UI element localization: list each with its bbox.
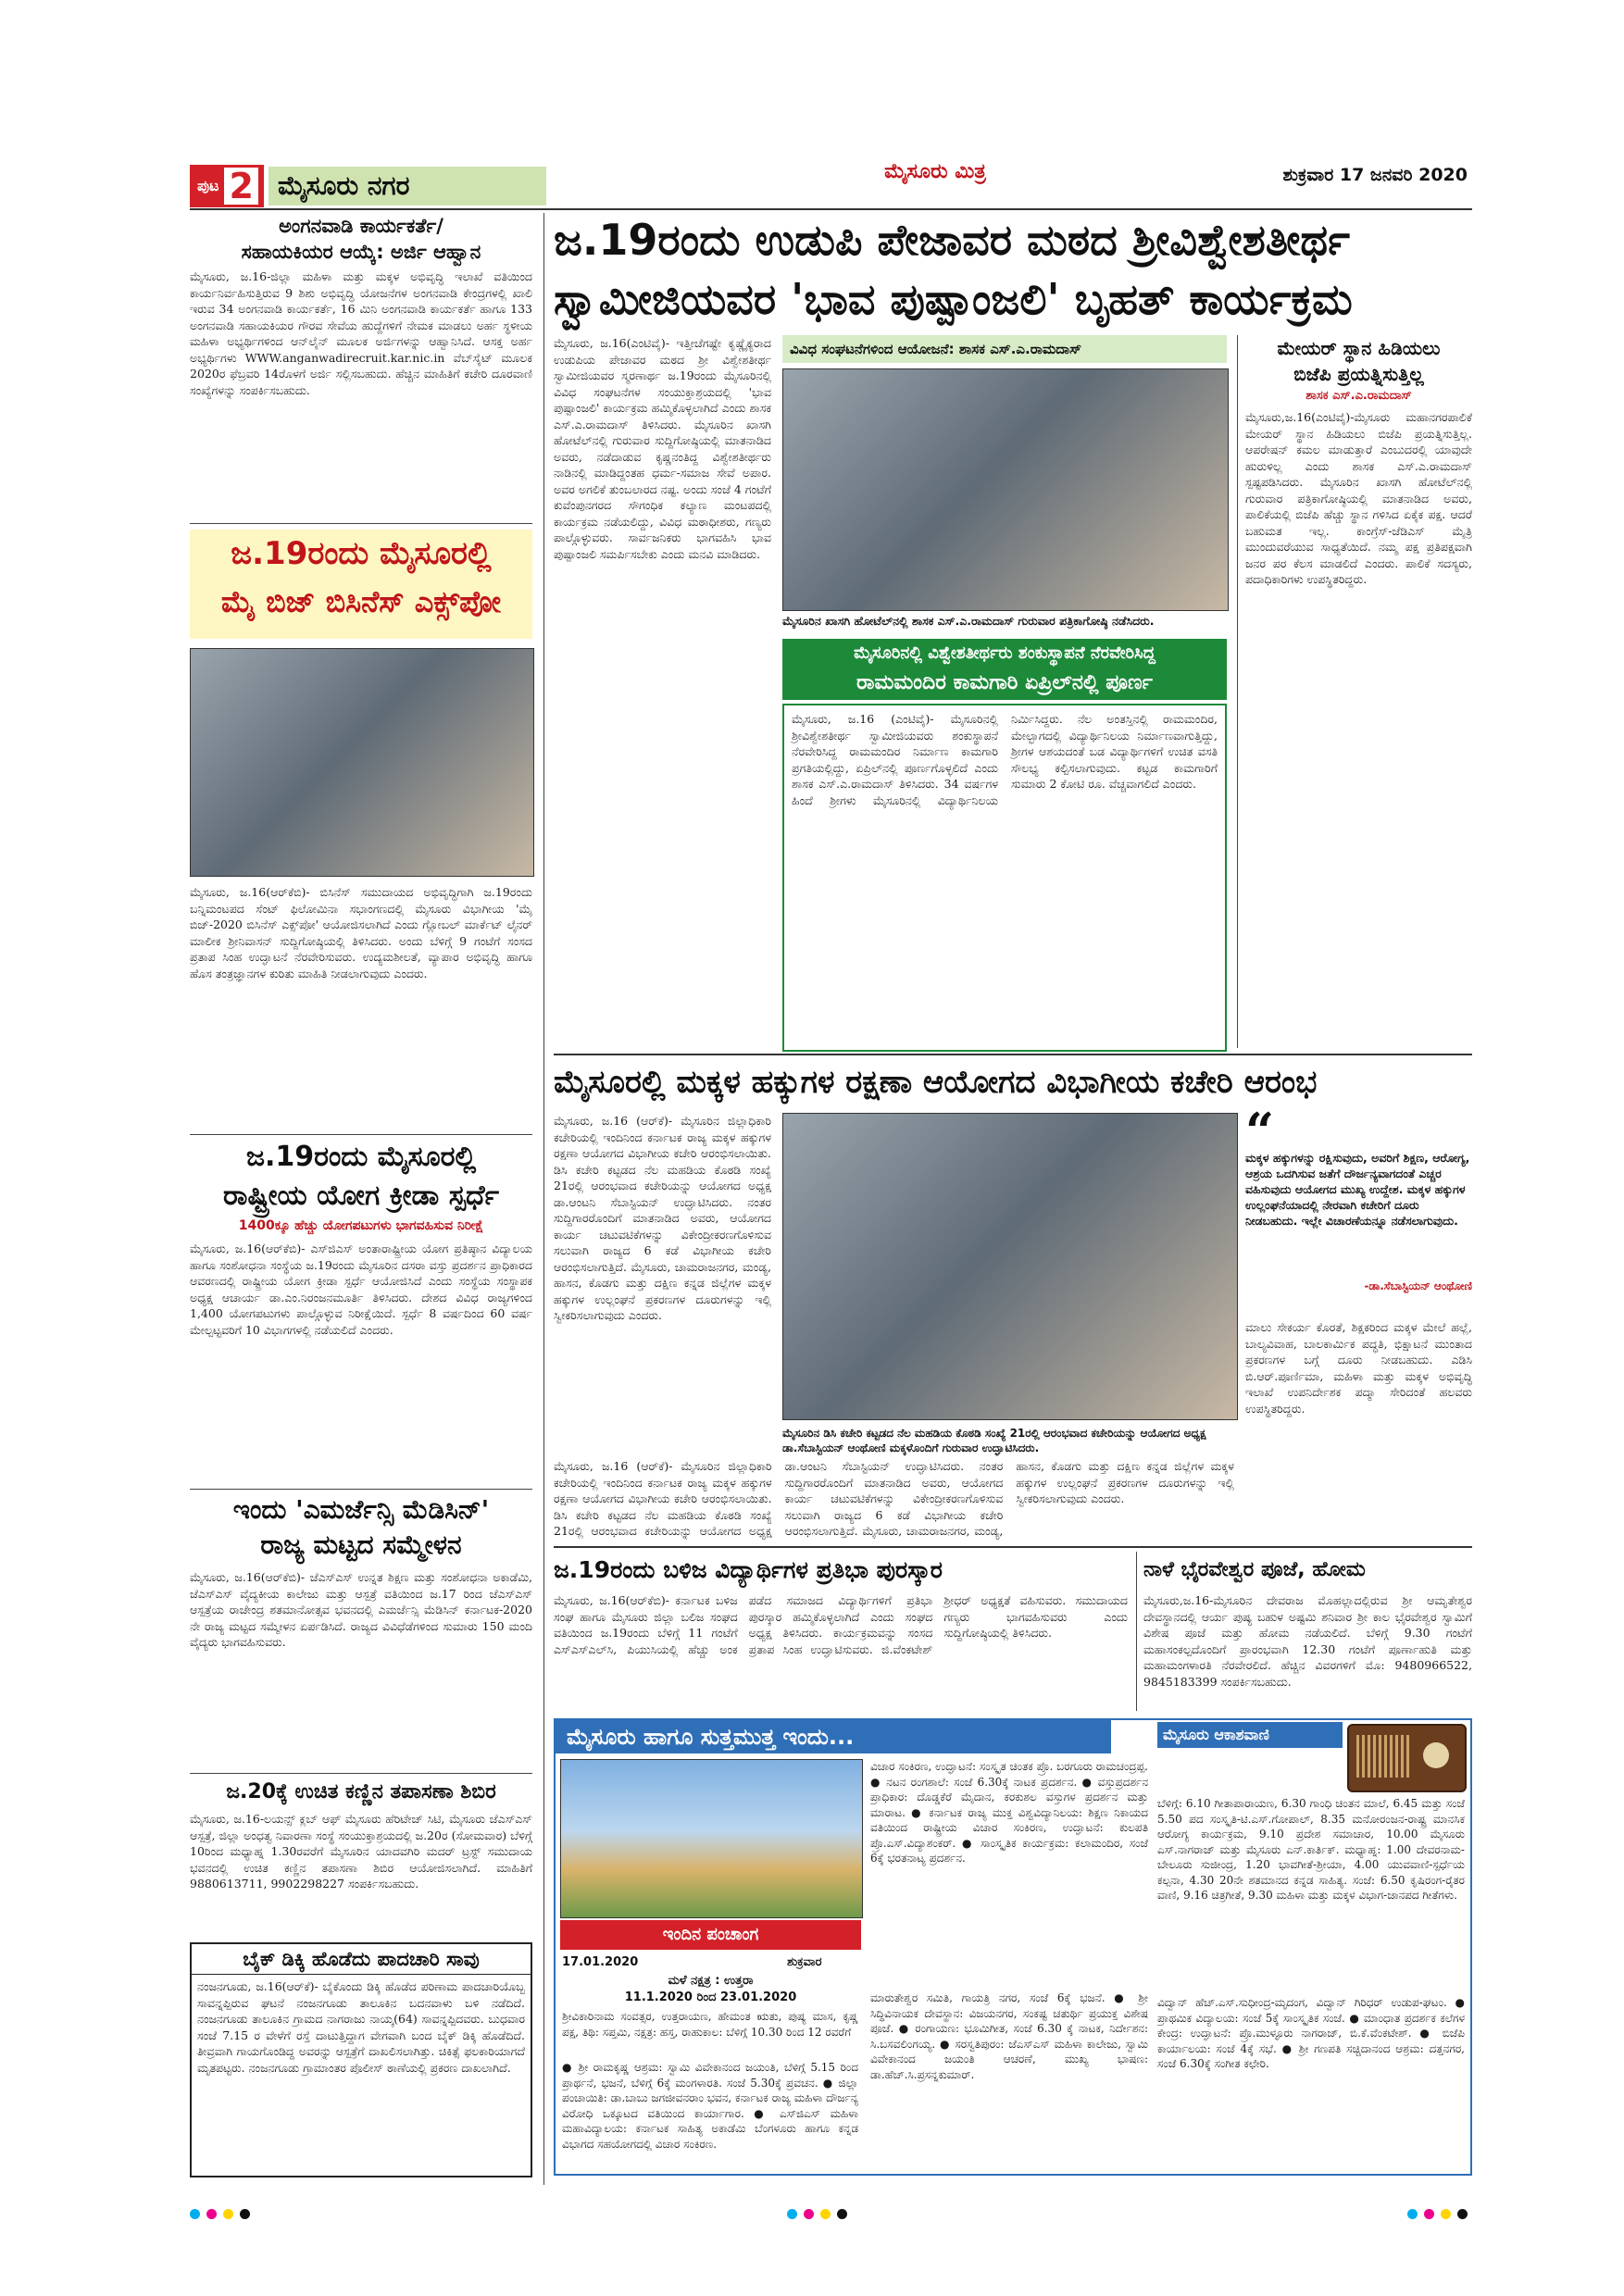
panchanga-body: ಶ್ರೀವಿಕಾರಿನಾಮ ಸಂವತ್ಸರ, ಉತ್ತರಾಯಣ, ಹೇಮಂತ ಋತು, ಪುಷ್ಯ ಮಾಸ, ಕೃಷ್ಣ ಪಕ್ಷ, ತಿಥಿ: ಸಪ್ತಮಿ, ನಕ್ಷತ್ರ: ಹಸ್ತ, ರಾಹುಕಾಲ: ಬೆಳಿಗ್ಗೆ 10.30 ರಿಂದ 12 ರವರೆಗೆ <box>562 2010 858 2039</box>
palace-photo <box>560 1759 863 1918</box>
panchanga-day: ಶುಕ್ರವಾರ <box>787 1955 822 1969</box>
expo-headline-2: ಮೈ ಬಿಜ್ ಬಿಸಿನೆಸ್ ಎಕ್ಸ್‌ಪೋ <box>220 584 502 619</box>
award-headline: ಜ.19ರಂದು ಬಳಿಜ ವಿದ್ಯಾರ್ಥಿಗಳ ಪ್ರತಿಭಾ ಪುರಸ್ಕಾರ <box>554 1556 943 1583</box>
section-title: ಮೈಸೂರು ನಗರ <box>269 167 546 206</box>
panchanga-title-bar <box>560 1920 861 1950</box>
issue-date: ಶುಕ್ರವಾರ 17 ಜನವರಿ 2020 <box>1282 165 1468 185</box>
page-badge <box>190 165 264 207</box>
ram-headline-1: ಮೈಸೂರಿನಲ್ಲಿ ವಿಶ್ವೇಶತೀರ್ಥರು ಶಂಕುಸ್ಥಾಪನೆ ನೆರವೇರಿಸಿದ್ದ <box>854 643 1156 663</box>
award-body: ಮೈಸೂರು, ಜ.16(ಆರ್‌ಕೆಬಿ)- ಕರ್ನಾಟಕ ಬಳಿಜ ಸಂಘ ಹಾಗೂ ಮೈಸೂರು ಜಿಲ್ಲಾ ಬಲಿಜ ಸಂಘದ ವತಿಯಿಂದ ಜ.19ರಂದು ಬೆಳಿಗ್ಗೆ 11 ಗಂಟೆಗೆ ಎಸ್‌ಎಸ್‌ಎಲ್‌ಸಿ, ಪಿಯುಸಿಯಲ್ಲಿ ಹೆಚ್ಚು ಅಂಕ ಪಡೆದ ಸಮಾಜದ ವಿದ್ಯಾರ್ಥಿಗಳಿಗೆ ಪ್ರತಿಭಾ ಪುರಸ್ಕಾರ ಹಮ್ಮಿಕೊಳ್ಳಲಾಗಿದೆ ಎಂದು ಸಂಘದ ಅಧ್ಯಕ್ಷ ತಿಳಿಸಿದರು. ಕಾರ್ಯಕ್ರಮವನ್ನು ಸಂಸದ ಪ್ರತಾಪ ಸಿಂಹ ಉದ್ಘಾಟಿಸುವರು. ಜಿ.ವೆಂಕಟೇಶ್ ಶ್ರೀಧರ್ ಅಧ್ಯಕ್ಷತೆ ವಹಿಸುವರು. ಸಮುದಾಯದ ಗಣ್ಯರು ಭಾಗವಹಿಸುವರು ಎಂದು ಸುದ್ದಿಗೋಷ್ಠಿಯಲ್ಲಿ ತಿಳಿಸಿದರು. <box>554 1593 1128 1656</box>
mayor-byline: ಶಾಸಕ ಎಸ್.ಎ.ರಾಮದಾಸ್ <box>1305 389 1412 403</box>
quote-mark-icon: “ <box>1245 1102 1275 1161</box>
masthead-rule <box>190 208 1472 210</box>
rights-body-right: ಮಾಲು ಸೇಕರ್ಯ ಕೊರತೆ, ಶಿಕ್ಷಕರಿಂದ ಮಕ್ಕಳ ಮೇಲೆ ಹಲ್ಲೆ, ಬಾಲ್ಯವಿವಾಹ, ಬಾಲಕಾರ್ಮಿಕ ಪದ್ಧತಿ, ಭಿಕ್ಷಾಟನೆ ಮುಂತಾದ ಪ್ರಕರಣಗಳ ಬಗ್ಗೆ ದೂರು ನೀಡಬಹುದು. ಎಡಿಸಿ ಬಿ.ಆರ್.ಪೂರ್ಣಿಮಾ, ಮಹಿಳಾ ಮತ್ತು ಮಕ್ಕಳ ಅಭಿವೃದ್ಧಿ ಇಲಾಖೆ ಉಪನಿರ್ದೇಶಕ ಪದ್ಮಾ ಸೇರಿದಂತೆ ಹಲವರು ಉಪಸ್ಥಿತರಿದ್ದರು. <box>1245 1320 1472 1416</box>
accident-headline: ಬೈಕ್ ಡಿಕ್ಕಿ ಹೊಡೆದು ಪಾದಚಾರಿ ಸಾವು <box>192 1944 531 1975</box>
panchanga-nakshatra: ಮಳೆ ನಕ್ಷತ್ರ : ಉತ್ತರಾ <box>668 1974 754 1988</box>
mayor-body: ಮೈಸೂರು,ಜ.16(ಎಂಟಿವೈ)-ಮೈಸೂರು ಮಹಾನಗರಪಾಲಿಕೆ ಮೇಯರ್ ಸ್ಥಾನ ಹಿಡಿಯಲು ಬಿಜೆಪಿ ಪ್ರಯತ್ನಿಸುತ್ತಿಲ್ಲ. ಆಪರೇಷನ್ ಕಮಲ ಮಾಡುತ್ತಾರೆ ಎಂಬುದರಲ್ಲಿ ಯಾವುದೇ ಹುರುಳಿಲ್ಲ ಎಂದು ಶಾಸಕ ಎಸ್.ಎ.ರಾಮದಾಸ್ ಸ್ಪಷ್ಟಪಡಿಸಿದರು. ಮೈಸೂರಿನ ಖಾಸಗಿ ಹೋಟೆಲ್‌ನಲ್ಲಿ ಗುರುವಾರ ಪತ್ರಿಕಾಗೋಷ್ಠಿಯಲ್ಲಿ ಮಾತನಾಡಿದ ಅವರು, ಪಾಲಿಕೆಯಲ್ಲಿ ಬಿಜೆಪಿ ಹೆಚ್ಚು ಸ್ಥಾನ ಗಳಿಸಿದ ಏಕೈಕ ಪಕ್ಷ. ಆದರೆ ಬಹುಮತ ಇಲ್ಲ. ಕಾಂಗ್ರೆಸ್-ಜೆಡಿಎಸ್ ಮೈತ್ರಿ ಮುಂದುವರೆಯುವ ಸಾಧ್ಯತೆಯಿದೆ. ನಮ್ಮ ಪಕ್ಷ ಪ್ರತಿಪಕ್ಷವಾಗಿ ಜನರ ಪರ ಕೆಲಸ ಮಾಡಲಿದೆ ಎಂದರು. ಪಾಲಿಕೆ ಸದಸ್ಯರು, ಪದಾಧಿಕಾರಿಗಳು ಉಪಸ್ಥಿತರಿದ್ದರು. <box>1245 410 1472 586</box>
emergency-headline-2: ರಾಜ್ಯ ಮಟ್ಟದ ಸಮ್ಮೇಳನ <box>260 1529 462 1560</box>
emergency-body: ಮೈಸೂರು, ಜ.16(ಆರ್‌ಕೆಬಿ)- ಜೆಎಸ್‌ಎಸ್ ಉನ್ನತ ಶಿಕ್ಷಣ ಮತ್ತು ಸಂಶೋಧನಾ ಅಕಾಡೆಮಿ, ಜೆಎಸ್‌ಎಸ್ ವೈದ್ಯಕೀಯ ಕಾಲೇಜು ಮತ್ತು ಆಸ್ಪತ್ರೆ ವತಿಯಿಂದ ಜ.17 ರಿಂದ ಜೆಎಸ್‌ಎಸ್ ಆಸ್ಪತ್ರೆಯ ರಾಜೇಂದ್ರ ಶತಮಾನೋತ್ಸವ ಭವನದಲ್ಲಿ ಎಮರ್ಜೆನ್ಸಿ ಮೆಡಿಸಿನ್ ಕರ್ನಾಟಕ-2020 ನೇ ರಾಜ್ಯ ಮಟ್ಟದ ಸಮ್ಮೇಳನ ಏರ್ಪಡಿಸಿದೆ. ರಾಜ್ಯದ ವಿವಿಧೆಡೆಗಳಿಂದ ಸುಮಾರು 150 ಮಂದಿ ವೈದ್ಯರು ಭಾಗವಹಿಸುವರು. <box>190 1570 532 1649</box>
ram-headline-box <box>782 639 1227 700</box>
expo-body: ಮೈಸೂರು, ಜ.16(ಆರ್‌ಕೆಬಿ)- ಬಿಸಿನೆಸ್ ಸಮುದಾಯದ ಅಭಿವೃದ್ಧಿಗಾಗಿ ಜ.19ರಂದು ಬನ್ನಿಮಂಟಪದ ಸೆಂಟ್ ಫಿಲೋಮಿನಾ ಸಭಾಂಗಣದಲ್ಲಿ ಮೈಸೂರು ವಿಭಾಗೀಯ 'ಮೈ ಬಿಜ್-2020 ಬಿಸಿನೆಸ್ ಎಕ್ಸ್‌ಪೋ' ಆಯೋಜಿಸಲಾಗಿದೆ ಎಂದು ಗ್ಲೋಬಲ್ ಮಾರ್ಕೆಟ್ ಲೈನರ್ ಮಾಲೀಕ ಶ್ರೀನಿವಾಸನ್ ಸುದ್ದಿಗೋಷ್ಠಿಯಲ್ಲಿ ತಿಳಿಸಿದರು. ಅಂದು ಬೆಳಿಗ್ಗೆ 9 ಗಂಟೆಗೆ ಸಂಸದ ಪ್ರತಾಪ ಸಿಂಹ ಉದ್ಘಾಟನೆ ನೆರವೇರಿಸುವರು. ಉದ್ಯಮಶೀಲತೆ, ವ್ಯಾಪಾರ ಅಭಿವೃದ್ಧಿ ಹಾಗೂ ಹೊಸ ತಂತ್ರಜ್ಞಾನಗಳ ಕುರಿತು ಮಾಹಿತಿ ನೀಡಲಾಗುವುದು ಎಂದರು. <box>190 885 532 980</box>
radio-dial <box>1423 1742 1449 1768</box>
eye-camp-headline: ಜ.20ಕ್ಕೆ ಉಚಿತ ಕಣ್ಣಿನ ತಪಾಸಣಾ ಶಿಬಿರ <box>226 1780 496 1803</box>
radio-speaker-grille <box>1356 1735 1412 1778</box>
today-headline: ಮೈಸೂರು ಹಾಗೂ ಸುತ್ತಮುತ್ತ ಇಂದು... <box>556 1720 1111 1753</box>
radio-icon <box>1347 1724 1467 1792</box>
lead-photo <box>782 368 1229 611</box>
divider <box>190 1489 532 1490</box>
yoga-subhead: 1400ಕ್ಕೂ ಹೆಚ್ಚು ಯೋಗಪಟುಗಳು ಭಾಗವಹಿಸುವ ನಿರೀಕ್ಷೆ <box>238 1218 484 1233</box>
expo-photo <box>190 648 534 877</box>
quote-text: ಮಕ್ಕಳ ಹಕ್ಕುಗಳನ್ನು ರಕ್ಷಿಸುವುದು, ಅವರಿಗೆ ಶಿಕ್ಷಣ, ಆರೋಗ್ಯ, ಆಶ್ರಯ ಒದಗಿಸುವ ಜತೆಗೆ ದೌರ್ಜನ್ಯವಾಗದಂತೆ ಎಚ್ಚರ ವಹಿಸುವುದು ಆಯೋಗದ ಮುಖ್ಯ ಉದ್ದೇಶ. ಮಕ್ಕಳ ಹಕ್ಕುಗಳ ಉಲ್ಲಂಘನೆಯಾದಲ್ಲಿ ನೇರವಾಗಿ ಕಚೇರಿಗೆ ದೂರು ನೀಡಬಹುದು. ಇಲ್ಲೇ ವಿಚಾರಣೆಯನ್ನೂ ನಡೆಸಲಾಗುವುದು. <box>1245 1151 1470 1228</box>
paper-name: ಮೈಸೂರು ಮಿತ್ರ <box>884 159 986 183</box>
expo-headline-1: ಜ.19ರಂದು ಮೈಸೂರಲ್ಲಿ <box>231 535 492 572</box>
yoga-body: ಮೈಸೂರು, ಜ.16(ಆರ್‌ಕೆಬಿ)- ಎಸ್‌ಜಿಎಸ್ ಅಂತಾರಾಷ್ಟ್ರೀಯ ಯೋಗ ಪ್ರತಿಷ್ಠಾನ ವಿದ್ಯಾಲಯ ಹಾಗೂ ಸಂಶೋಧನಾ ಸಂಸ್ಥೆಯ ಜ.19ರಂದು ಮೈಸೂರಿನ ದಸರಾ ವಸ್ತು ಪ್ರದರ್ಶನ ಪ್ರಾಧಿಕಾರದ ಆವರಣದಲ್ಲಿ ರಾಷ್ಟ್ರೀಯ ಯೋಗ ಕ್ರೀಡಾ ಸ್ಪರ್ಧೆ ಆಯೋಜಿಸಿದೆ ಎಂದು ಸಂಸ್ಥೆಯ ಸಂಸ್ಥಾಪಕ ಅಧ್ಯಕ್ಷ ಆಚಾರ್ಯ ಡಾ.ಎಂ.ನಿರಂಜನಮೂರ್ತಿ ತಿಳಿಸಿದರು. ದೇಶದ ವಿವಿಧ ರಾಜ್ಯಗಳಿಂದ 1,400 ಯೋಗಪಟುಗಳು ಪಾಲ್ಗೊಳ್ಳುವ ನಿರೀಕ್ಷೆಯಿದೆ. ಸ್ಪರ್ಧೆ 8 ವರ್ಷದಿಂದ 60 ವರ್ಷ ಮೇಲ್ಪಟ್ಟವರಿಗೆ 10 ವಿಭಾಗಗಳಲ್ಲಿ ನಡೆಯಲಿದೆ ಎಂದರು. <box>190 1242 532 1337</box>
panchanga-date: 17.01.2020 <box>562 1955 639 1969</box>
registration-marks-center <box>787 2205 854 2223</box>
divider <box>190 1134 532 1135</box>
anganwadi-headline: ಅಂಗನವಾಡಿ ಕಾರ್ಯಕರ್ತೆ/ ಸಹಾಯಕಿಯರ ಆಯ್ಕೆ: ಅರ್ಜಿ ಆಹ್ವಾನ <box>241 215 481 263</box>
pooja-headline: ನಾಳೆ ಭೈರವೇಶ್ವರ ಪೂಜೆ, ಹೋಮ <box>1143 1558 1366 1581</box>
accident-body: ನಂಜನಗೂಡು, ಜ.16(ಆರ್‌ಕೆ)- ಬೈಕೊಂದು ಡಿಕ್ಕಿ ಹೊಡೆದ ಪರಿಣಾಮ ಪಾದಚಾರಿಯೊಬ್ಬ ಸಾವನ್ನಪ್ಪಿರುವ ಘಟನೆ ನಂಜನಗೂಡು ತಾಲೂಕಿನ ಬದನವಾಳು ಬಳಿ ನಡೆದಿದೆ. ನಂಜನಗೂಡು ತಾಲೂಕಿನ ಗ್ರಾಮದ ನಾಗರಾಜು ನಾಯ್ಕ(64) ಸಾವನ್ನಪ್ಪಿದವರು. ಬುಧವಾರ ಸಂಜೆ 7.15 ರ ವೇಳೆಗೆ ರಸ್ತೆ ದಾಟುತ್ತಿದ್ದಾಗ ವೇಗವಾಗಿ ಬಂದ ಬೈಕ್ ಡಿಕ್ಕಿ ಹೊಡೆದಿದೆ. ತೀವ್ರವಾಗಿ ಗಾಯಗೊಂಡಿದ್ದ ಅವರನ್ನು ಆಸ್ಪತ್ರೆಗೆ ದಾಖಲಿಸಲಾಗಿತ್ತು. ಚಿಕಿತ್ಸೆ ಫಲಕಾರಿಯಾಗದೆ ಮೃತಪಟ್ಟರು. ನಂಜನಗೂಡು ಗ್ರಾಮಾಂತರ ಪೊಲೀಸ್ ಠಾಣೆಯಲ್ಲಿ ಪ್ರಕರಣ ದಾಖಲಾಗಿದೆ. <box>197 1979 525 2075</box>
rights-quote <box>1245 1102 1472 1312</box>
mayor-headline-2: ಬಿಜೆಪಿ ಪ್ರಯತ್ನಿಸುತ್ತಿಲ್ಲ <box>1293 363 1424 385</box>
expo-headline-box <box>190 530 532 639</box>
column-rule <box>1136 1552 1137 1711</box>
page-number: 2 <box>224 168 257 205</box>
yoga-headline-2: ರಾಷ್ಟ್ರೀಯ ಯೋಗ ಕ್ರೀಡಾ ಸ್ಪರ್ಧೆ <box>222 1179 500 1212</box>
lead-photo-caption: ಮೈಸೂರಿನ ಖಾಸಗಿ ಹೋಟೆಲ್‌ನಲ್ಲಿ ಶಾಸಕ ಎಸ್.ಎ.ರಾಮದಾಸ್ ಗುರುವಾರ ಪತ್ರಿಕಾಗೋಷ್ಠಿ ನಡೆಸಿದರು. <box>782 614 1155 628</box>
radio-body: ಬೆಳಿಗ್ಗೆ: 6.10 ಗೀತಾಪಾರಾಯಣ, 6.30 ಗಾಂಧಿ ಚಿಂತನ ಮಾಲೆ, 6.45 ಮತ್ತು ಸಂಜೆ 5.50 ಪದ ಸಂಸ್ಕೃತಿ-ಟಿ.ಎಸ್.ಗೋಪಾಲ್, 8.35 ಮನೋರಂಜನ-ರಾಷ್ಟ್ರ ಮಾನಸಿಕ ಆರೋಗ್ಯ ಕಾರ್ಯಕ್ರಮ, 9.10 ಪ್ರದೇಶ ಸಮಾಚಾರ, 10.00 ಮೈಸೂರು ಎಸ್.ನಾಗರಾಜ್ ಮತ್ತು ಮೈಸೂರು ಎನ್.ಕಾರ್ತಿಕ್. ಮಧ್ಯಾಹ್ನ: 1.00 ದೇವರನಾಮ-ಬೇಲೂರು ಸುಜೀಂದ್ರ, 1.20 ಭಾವಗೀತೆ-ಶ್ರೀಯಾ, 4.00 ಯುವವಾಣಿ-ಸ್ಪರ್ಧೆಯ ಕಲ್ಪನಾ, 4.30 20ನೇ ಶತಮಾನದ ಕನ್ನಡ ಸಾಹಿತ್ಯ. ಸಂಜೆ: 6.50 ಕೃಷಿರಂಗ-ರೈತರ ವಾಣಿ, 9.16 ಚಿತ್ರಗೀತೆ, 9.30 ಮಹಿಳಾ ಮತ್ತು ಮಕ್ಕಳ ವಿಭಾಗ-ಜಾನಪದ ಗೀತೆಗಳು. <box>1157 1797 1465 1902</box>
column-rule <box>1237 335 1238 1048</box>
events-left: ● ಶ್ರೀ ರಾಮಕೃಷ್ಣ ಆಶ್ರಮ: ಸ್ವಾಮಿ ವಿವೇಕಾನಂದ ಜಯಂತಿ, ಬೆಳಿಗ್ಗೆ 5.15 ರಿಂದ ಪ್ರಾರ್ಥನೆ, ಭಜನೆ, ಬೆಳಿಗ್ಗೆ 6ಕ್ಕೆ ಮಂಗಳಾರತಿ. ಸಂಜೆ 5.30ಕ್ಕೆ ಪ್ರವಚನ. ● ಜಿಲ್ಲಾ ಪಂಚಾಯಿತಿ: ಡಾ.ಬಾಬು ಜಗಜೀವನರಾಂ ಭವನ, ಕರ್ನಾಟಕ ರಾಜ್ಯ ಮಹಿಳಾ ದೌರ್ಜನ್ಯ ವಿರೋಧಿ ಒಕ್ಕೂಟದ ವತಿಯಿಂದ ಕಾರ್ಯಾಗಾರ. ● ಎಸ್‌ಜಿಎಸ್ ಮಹಿಳಾ ಮಹಾವಿದ್ಯಾಲಯ: ಕರ್ನಾಟಕ ಸಾಹಿತ್ಯ ಅಕಾಡೆಮಿ ಬೆಂಗಳೂರು ಹಾಗೂ ಕನ್ನಡ ವಿಭಾಗದ ಸಹಯೋಗದಲ್ಲಿ ವಿಚಾರ ಸಂಕಿರಣ. <box>562 2061 858 2151</box>
lead-body-col1: ಮೈಸೂರು, ಜ.16(ಎಂಟಿವೈ)- ಇತ್ತೀಚೆಗಷ್ಟೇ ಕೃಷ್ಣೈಕ್ಯರಾದ ಉಡುಪಿಯ ಪೇಜಾವರ ಮಠದ ಶ್ರೀ ವಿಶ್ವೇಶತೀರ್ಥ ಸ್ವಾಮೀಜಿಯವರ ಸ್ಮರಣಾರ್ಥ ಜ.19ರಂದು ಮೈಸೂರಿನಲ್ಲಿ ವಿವಿಧ ಸಂಘಟನೆಗಳ ಸಂಯುಕ್ತಾಶ್ರಯದಲ್ಲಿ 'ಭಾವ ಪುಷ್ಪಾಂಜಲಿ' ಕಾರ್ಯಕ್ರಮ ಹಮ್ಮಿಕೊಳ್ಳಲಾಗಿದೆ ಎಂದು ಶಾಸಕ ಎಸ್.ಎ.ರಾಮದಾಸ್ ತಿಳಿಸಿದರು. ಮೈಸೂರಿನ ಖಾಸಗಿ ಹೋಟೆಲ್‌ನಲ್ಲಿ ಗುರುವಾರ ಸುದ್ದಿಗೋಷ್ಠಿಯಲ್ಲಿ ಮಾತನಾಡಿದ ಅವರು, ನಡೆದಾಡುವ ಕೃಷ್ಣನಂತಿದ್ದ ವಿಶ್ವೇಶತೀರ್ಥರು ನಾಡಿನಲ್ಲಿ ಮಾಡಿದ್ದಂತಹ ಧರ್ಮ-ಸಮಾಜ ಸೇವೆ ಅಪಾರ. ಅವರ ಅಗಲಿಕೆ ತುಂಬಲಾರದ ನಷ್ಟ. ಅಂದು ಸಂಜೆ 4 ಗಂಟೆಗೆ ಕುವೆಂಪುನಗರದ ಸೌಗಂಧಿಕ ಕಲ್ಯಾಣ ಮಂಟಪದಲ್ಲಿ ಕಾರ್ಯಕ್ರಮ ನಡೆಯಲಿದ್ದು, ವಿವಿಧ ಮಠಾಧೀಶರು, ಗಣ್ಯರು ಪಾಲ್ಗೊಳ್ಳುವರು. ಸಾರ್ವಜನಿಕರು ಭಾಗವಹಿಸಿ ಭಾವ ಪುಷ್ಪಾಂಜಲಿ ಸಮರ್ಪಿಸಬೇಕು ಎಂದು ಮನವಿ ಮಾಡಿದರು. <box>554 336 771 561</box>
divider <box>554 1546 1472 1548</box>
yoga-headline-1: ಜ.19ರಂದು ಮೈಸೂರಲ್ಲಿ <box>245 1141 477 1173</box>
registration-marks-left <box>190 2205 256 2223</box>
events-mid-2: ಮಾರುತೇಶ್ವರ ಸಮಿತಿ, ಗಾಯತ್ರಿ ನಗರ, ಸಂಜೆ 6ಕ್ಕೆ ಭಜನೆ. ● ಶ್ರೀ ಸಿದ್ಧಿವಿನಾಯಕ ದೇವಸ್ಥಾನ: ವಿಜಯನಗರ, ಸಂಕಷ್ಟ ಚತುರ್ಥಿ ಪ್ರಯುಕ್ತ ವಿಶೇಷ ಪೂಜೆ. ● ರಂಗಾಯಣ: ಭೂಮಿಗೀತ, ಸಂಜೆ 6.30 ಕ್ಕೆ ನಾಟಕ, ನಿರ್ದೇಶನ: ಸಿ.ಬಸವಲಿಂಗಯ್ಯ. ● ಸರಸ್ವತಿಪುರಂ: ಜೆಎಸ್‌ಎಸ್ ಮಹಿಳಾ ಕಾಲೇಜು, ಸ್ವಾಮಿ ವಿವೇಕಾನಂದ ಜಯಂತಿ ಆಚರಣೆ, ಮುಖ್ಯ ಭಾಷಣ: ಡಾ.ಹೆಚ್.ಸಿ.ಪ್ರಸನ್ನಕುಮಾರ್. <box>870 1991 1148 2081</box>
accident-box <box>190 1942 532 2177</box>
divider <box>554 1054 1472 1055</box>
lead-headline-1: ಜ.19ರಂದು ಉಡುಪಿ ಪೇಜಾವರ ಮಠದ ಶ್ರೀವಿಶ್ವೇಶತೀರ್ಥ <box>554 215 1350 265</box>
rights-photo <box>782 1113 1238 1420</box>
anganwadi-body: ಮೈಸೂರು, ಜ.16-ಜಿಲ್ಲಾ ಮಹಿಳಾ ಮತ್ತು ಮಕ್ಕಳ ಅಭಿವೃದ್ಧಿ ಇಲಾಖೆ ವತಿಯಿಂದ ಕಾರ್ಯನಿರ್ವಹಿಸುತ್ತಿರುವ 9 ಶಿಶು ಅಭಿವೃದ್ಧಿ ಯೋಜನೆಗಳ ಅಂಗನವಾಡಿ ಕೇಂದ್ರಗಳಲ್ಲಿ ಖಾಲಿ ಇರುವ 34 ಅಂಗನವಾಡಿ ಕಾರ್ಯಕರ್ತೆ, 16 ಮಿನಿ ಅಂಗನವಾಡಿ ಕಾರ್ಯಕರ್ತೆ ಹಾಗೂ 133 ಅಂಗನವಾಡಿ ಸಹಾಯಕಿಯರ ಗೌರವ ಸೇವೆಯ ಹುದ್ದೆಗಳಿಗೆ ನೇಮಕ ಮಾಡಲು ಅರ್ಹ ಸ್ಥಳೀಯ ಮಹಿಳಾ ಅಭ್ಯರ್ಥಿಗಳಿಂದ ಆನ್‌ಲೈನ್ ಮೂಲಕ ಅರ್ಜಿಗಳನ್ನು ಆಹ್ವಾನಿಸಿದೆ. ಆಸಕ್ತ ಅರ್ಹ ಅಭ್ಯರ್ಥಿಗಳು WWW.anganwadirecruit.kar.nic.in ವೆಬ್‌ಸೈಟ್ ಮೂಲಕ 2020ರ ಫೆಬ್ರವರಿ 14ರೊಳಗೆ ಅರ್ಜಿ ಸಲ್ಲಿಸಬಹುದು. ಹೆಚ್ಚಿನ ಮಾಹಿತಿಗೆ ಕಚೇರಿ ದೂರವಾಣಿ ಸಂಖ್ಯೆಗಳನ್ನು ಸಂಪರ್ಕಿಸಬಹುದು. <box>190 269 532 397</box>
rights-headline: ಮೈಸೂರಲ್ಲಿ ಮಕ್ಕಳ ಹಕ್ಕುಗಳ ರಕ್ಷಣಾ ಆಯೋಗದ ವಿಭಾಗೀಯ ಕಚೇರಿ ಆರಂಭ <box>554 1064 1318 1101</box>
emergency-headline-1: ಇಂದು 'ಎಮರ್ಜೆನ್ಸಿ ಮೆಡಿಸಿನ್' <box>232 1494 490 1525</box>
column-rule <box>543 213 544 2185</box>
events-mid: ವಿಚಾರ ಸಂಕಿರಣ, ಉದ್ಘಾಟನೆ: ಸಂಸ್ಕೃತ ಚಿಂತಕ ಪ್ರೊ. ಬರಗೂರು ರಾಮಚಂದ್ರಪ್ಪ. ● ನಟನ ರಂಗಶಾಲೆ: ಸಂಜೆ 6.30ಕ್ಕೆ ನಾಟಕ ಪ್ರದರ್ಶನ. ● ವಸ್ತುಪ್ರದರ್ಶನ ಪ್ರಾಧಿಕಾರ: ದೊಡ್ಡಕೆರೆ ಮೈದಾನ, ಕರಕುಶಲ ವಸ್ತುಗಳ ಪ್ರದರ್ಶನ ಮತ್ತು ಮಾರಾಟ. ● ಕರ್ನಾಟಕ ರಾಜ್ಯ ಮುಕ್ತ ವಿಶ್ವವಿದ್ಯಾನಿಲಯ: ಶಿಕ್ಷಣ ನಿಕಾಯದ ವತಿಯಿಂದ ರಾಷ್ಟ್ರೀಯ ವಿಚಾರ ಸಂಕಿರಣ, ಉದ್ಘಾಟನೆ: ಕುಲಪತಿ ಪ್ರೊ.ಎಸ್.ವಿದ್ಯಾಶಂಕರ್. ● ಸಾಂಸ್ಕೃತಿಕ ಕಾರ್ಯಕ್ರಮ: ಕಲಾಮಂದಿರ, ಸಂಜೆ 6ಕ್ಕೆ ಭರತನಾಟ್ಯ ಪ್ರದರ್ಶನ. <box>870 1760 1148 1865</box>
pooja-body: ಮೈಸೂರು,ಜ.16-ಮೈಸೂರಿನ ದೇವರಾಜ ಮೊಹಲ್ಲಾದಲ್ಲಿರುವ ಶ್ರೀ ಆಮೃತೇಶ್ವರ ದೇವಸ್ಥಾನದಲ್ಲಿ ಆರ್ಯ ಪುಷ್ಯ ಬಹುಳ ಅಷ್ಟಮಿ ಶನಿವಾರ ಶ್ರೀ ಕಾಲ ಭೈರವೇಶ್ವರ ಸ್ವಾಮಿಗೆ ವಿಶೇಷ ಪೂಜೆ ಮತ್ತು ಹೋಮ ನಡೆಯಲಿದೆ. ಬೆಳಿಗ್ಗೆ 9.30 ಗಂಟೆಗೆ ಮಹಾಸಂಕಲ್ಪದೊಂದಿಗೆ ಪ್ರಾರಂಭವಾಗಿ 12.30 ಗಂಟೆಗೆ ಪೂರ್ಣಾಹುತಿ ಮತ್ತು ಮಹಾಮಂಗಳಾರತಿ ನೆರವೇರಲಿದೆ. ಹೆಚ್ಚಿನ ವಿವರಗಳಿಗೆ ಮೊ: 9480966522, 9845183399 ಸಂಪರ್ಕಿಸಬಹುದು. <box>1143 1593 1472 1689</box>
rights-body-bottom: ಮೈಸೂರು, ಜ.16 (ಆರ್‌ಕೆ)- ಮೈಸೂರಿನ ಜಿಲ್ಲಾಧಿಕಾರಿ ಕಚೇರಿಯಲ್ಲಿ ಇಂದಿನಿಂದ ಕರ್ನಾಟಕ ರಾಜ್ಯ ಮಕ್ಕಳ ಹಕ್ಕುಗಳ ರಕ್ಷಣಾ ಆಯೋಗದ ವಿಭಾಗೀಯ ಕಚೇರಿ ಆರಂಭಿಸಲಾಯಿತು. ಡಿಸಿ ಕಚೇರಿ ಕಟ್ಟಡದ ನೆಲ ಮಹಡಿಯ ಕೊಠಡಿ ಸಂಖ್ಯೆ 21ರಲ್ಲಿ ಆರಂಭವಾದ ಕಚೇರಿಯನ್ನು ಆಯೋಗದ ಅಧ್ಯಕ್ಷ ಡಾ.ಆಂಟನಿ ಸೆಬಾಸ್ಟಿಯನ್ ಉದ್ಘಾಟಿಸಿದರು. ನಂತರ ಸುದ್ದಿಗಾರರೊಂದಿಗೆ ಮಾತನಾಡಿದ ಅವರು, ಆಯೋಗದ ಕಾರ್ಯ ಚಟುವಟಿಕೆಗಳನ್ನು ವಿಕೇಂದ್ರೀಕರಣಗೊಳಿಸುವ ಸಲುವಾಗಿ ರಾಜ್ಯದ 6 ಕಡೆ ವಿಭಾಗೀಯ ಕಚೇರಿ ಆರಂಭಿಸಲಾಗುತ್ತಿದೆ. ಮೈಸೂರು, ಚಾಮರಾಜನಗರ, ಮಂಡ್ಯ, ಹಾಸನ, ಕೊಡಗು ಮತ್ತು ದಕ್ಷಿಣ ಕನ್ನಡ ಜಿಲ್ಲೆಗಳ ಮಕ್ಕಳ ಹಕ್ಕುಗಳ ಉಲ್ಲಂಘನೆ ಪ್ರಕರಣಗಳ ದೂರುಗಳನ್ನು ಇಲ್ಲಿ ಸ್ವೀಕರಿಸಲಾಗುವುದು ಎಂದರು. <box>554 1459 1234 1538</box>
lead-headline-2: ಸ್ವಾಮೀಜಿಯವರ 'ಭಾವ ಪುಷ್ಪಾಂಜಲಿ' ಬೃಹತ್ ಕಾರ್ಯಕ್ರಮ <box>554 274 1353 324</box>
rights-body: ಮೈಸೂರು, ಜ.16 (ಆರ್‌ಕೆ)- ಮೈಸೂರಿನ ಜಿಲ್ಲಾಧಿಕಾರಿ ಕಚೇರಿಯಲ್ಲಿ ಇಂದಿನಿಂದ ಕರ್ನಾಟಕ ರಾಜ್ಯ ಮಕ್ಕಳ ಹಕ್ಕುಗಳ ರಕ್ಷಣಾ ಆಯೋಗದ ವಿಭಾಗೀಯ ಕಚೇರಿ ಆರಂಭಿಸಲಾಯಿತು. ಡಿಸಿ ಕಚೇರಿ ಕಟ್ಟಡದ ನೆಲ ಮಹಡಿಯ ಕೊಠಡಿ ಸಂಖ್ಯೆ 21ರಲ್ಲಿ ಆರಂಭವಾದ ಕಚೇರಿಯನ್ನು ಆಯೋಗದ ಅಧ್ಯಕ್ಷ ಡಾ.ಆಂಟನಿ ಸೆಬಾಸ್ಟಿಯನ್ ಉದ್ಘಾಟಿಸಿದರು. ನಂತರ ಸುದ್ದಿಗಾರರೊಂದಿಗೆ ಮಾತನಾಡಿದ ಅವರು, ಆಯೋಗದ ಕಾರ್ಯ ಚಟುವಟಿಕೆಗಳನ್ನು ವಿಕೇಂದ್ರೀಕರಣಗೊಳಿಸುವ ಸಲುವಾಗಿ ರಾಜ್ಯದ 6 ಕಡೆ ವಿಭಾಗೀಯ ಕಚೇರಿ ಆರಂಭಿಸಲಾಗುತ್ತಿದೆ. ಮೈಸೂರು, ಚಾಮರಾಜನಗರ, ಮಂಡ್ಯ, ಹಾಸನ, ಕೊಡಗು ಮತ್ತು ದಕ್ಷಿಣ ಕನ್ನಡ ಜಿಲ್ಲೆಗಳ ಮಕ್ಕಳ ಹಕ್ಕುಗಳ ಉಲ್ಲಂಘನೆ ಪ್ರಕರಣಗಳ ದೂರುಗಳನ್ನು ಇಲ್ಲಿ ಸ್ವೀಕರಿಸಲಾಗುವುದು ಎಂದರು. <box>554 1114 771 1322</box>
panchanga-range: 11.1.2020 ರಿಂದ 23.01.2020 <box>624 1990 797 2004</box>
events-right-2: ವಿದ್ವಾನ್ ಹೆಚ್.ಎಸ್.ಸುಧೀಂದ್ರ-ಮೃದಂಗ, ವಿದ್ವಾನ್ ಗಿರಿಧರ್ ಉಡುಪ-ಘಟಂ. ● ಪ್ರಾಥಮಿಕ ವಿದ್ಯಾಲಯ: ಸಂಜೆ 5ಕ್ಕೆ ಸಾಂಸ್ಕೃತಿಕ ಸಂಜೆ. ● ಮಾಂಧಾತ ಪ್ರದರ್ಶಕ ಕಲೆಗಳ ಕೇಂದ್ರ: ಉದ್ಘಾಟನೆ: ಪ್ರೊ.ಮುಳ್ಳೂರು ನಾಗರಾಜ್, ಬಿ.ಕೆ.ವೆಂಕಟೇಶ್. ● ಬಿಜೆಪಿ ಕಾರ್ಯಾಲಯ: ಸಂಜೆ 4ಕ್ಕೆ ಸಭೆ. ● ಶ್ರೀ ಗಣಪತಿ ಸಚ್ಚಿದಾನಂದ ಆಶ್ರಮ: ದತ್ತನಗರ, ಸಂಜೆ 6.30ಕ್ಕೆ ಸಂಗೀತ ಕಛೇರಿ. <box>1157 1996 1465 2070</box>
ram-headline-2: ರಾಮಮಂದಿರ ಕಾಮಗಾರಿ ಏಪ್ರಿಲ್‌ನಲ್ಲಿ ಪೂರ್ಣ <box>856 671 1153 694</box>
mayor-headline-1: ಮೇಯರ್ ಸ್ಥಾನ ಹಿಡಿಯಲು <box>1277 337 1441 359</box>
eye-camp-body: ಮೈಸೂರು, ಜ.16-ಲಯನ್ಸ್ ಕ್ಲಬ್ ಆಫ್ ಮೈಸೂರು ಹೆರಿಟೇಜ್ ಸಿಟಿ, ಮೈಸೂರು ಜೆಎಸ್‌ಎಸ್ ಆಸ್ಪತ್ರೆ, ಜಿಲ್ಲಾ ಅಂಧತ್ವ ನಿವಾರಣಾ ಸಂಸ್ಥೆ ಸಂಯುಕ್ತಾಶ್ರಯದಲ್ಲಿ ಜ.20ರ (ಸೋಮವಾರ) ಬೆಳಿಗ್ಗೆ 10ರಿಂದ ಮಧ್ಯಾಹ್ನ 1.30ರವರೆಗೆ ಮೈಸೂರಿನ ಯಾದವಗಿರಿ ಮದರ್ ಟ್ರಸ್ಟ್ ಸಮುದಾಯ ಭವನದಲ್ಲಿ ಉಚಿತ ಕಣ್ಣಿನ ತಪಾಸಣಾ ಶಿಬಿರ ಆಯೋಜಿಸಲಾಗಿದೆ. ಮಾಹಿತಿಗೆ 9880613711, 9902298227 ಸಂಪರ್ಕಿಸಬಹುದು. <box>190 1812 532 1890</box>
divider <box>190 523 532 524</box>
lead-kicker: ವಿವಿಧ ಸಂಘಟನೆಗಳಿಂದ ಆಯೋಜನೆ: ಶಾಸಕ ಎಸ್.ಎ.ರಾಮದಾಸ್ <box>782 335 1227 363</box>
panchanga-title: ಇಂದಿನ ಪಂಚಾಂಗ <box>662 1925 759 1944</box>
radio-title: ಮೈಸೂರು ಆಕಾಶವಾಣಿ <box>1157 1722 1343 1748</box>
quote-attribution: -ಡಾ.ಸೆಬಾಸ್ಟಿಯನ್ ಆಂಥೋಣಿ <box>1364 1279 1472 1292</box>
divider <box>190 1773 532 1774</box>
registration-marks-right <box>1407 2205 1474 2223</box>
rights-photo-caption: ಮೈಸೂರಿನ ಡಿಸಿ ಕಚೇರಿ ಕಟ್ಟಡದ ನೆಲ ಮಹಡಿಯ ಕೊಠಡಿ ಸಂಖ್ಯೆ 21ರಲ್ಲಿ ಆರಂಭವಾದ ಕಚೇರಿಯನ್ನು ಆಯೋಗದ ಅಧ್ಯಕ್ಷ ಡಾ.ಸೆಬಾಸ್ಟಿಯನ್ ಆಂಥೋಣಿ ಮಕ್ಕಳೊಂದಿಗೆ ಗುರುವಾರ ಉದ್ಘಾಟಿಸಿದರು. <box>782 1427 1206 1454</box>
ram-body: ಮೈಸೂರು, ಜ.16 (ಎಂಟಿವೈ)- ಮೈಸೂರಿನಲ್ಲಿ ಶ್ರೀವಿಶ್ವೇಶತೀರ್ಥ ಸ್ವಾಮೀಜಿಯವರು ಶಂಕುಸ್ಥಾಪನೆ ನೆರವೇರಿಸಿದ್ದ ರಾಮಮಂದಿರ ನಿರ್ಮಾಣ ಕಾಮಗಾರಿ ಪ್ರಗತಿಯಲ್ಲಿದ್ದು, ಏಪ್ರಿಲ್‌ನಲ್ಲಿ ಪೂರ್ಣಗೊಳ್ಳಲಿದೆ ಎಂದು ಶಾಸಕ ಎಸ್.ಎ.ರಾಮದಾಸ್ ತಿಳಿಸಿದರು. 34 ವರ್ಷಗಳ ಹಿಂದೆ ಶ್ರೀಗಳು ಮೈಸೂರಿನಲ್ಲಿ ವಿದ್ಯಾರ್ಥಿನಿಲಯ ನಿರ್ಮಿಸಿದ್ದರು. ನೆಲ ಅಂತಸ್ತಿನಲ್ಲಿ ರಾಮಮಂದಿರ, ಮೇಲ್ಭಾಗದಲ್ಲಿ ವಿದ್ಯಾರ್ಥಿನಿಲಯ ನಿರ್ಮಾಣವಾಗುತ್ತಿದ್ದು, ಶ್ರೀಗಳ ಆಶಯದಂತೆ ಬಡ ವಿದ್ಯಾರ್ಥಿಗಳಿಗೆ ಉಚಿತ ವಸತಿ ಸೌಲಭ್ಯ ಕಲ್ಪಿಸಲಾಗುವುದು. ಕಟ್ಟಡ ಕಾಮಗಾರಿಗೆ ಸುಮಾರು 2 ಕೋಟಿ ರೂ. ವೆಚ್ಚವಾಗಲಿದೆ ಎಂದರು. <box>792 712 1218 807</box>
ram-story-box <box>782 704 1227 1052</box>
page-label: ಪುಟ <box>197 177 219 194</box>
